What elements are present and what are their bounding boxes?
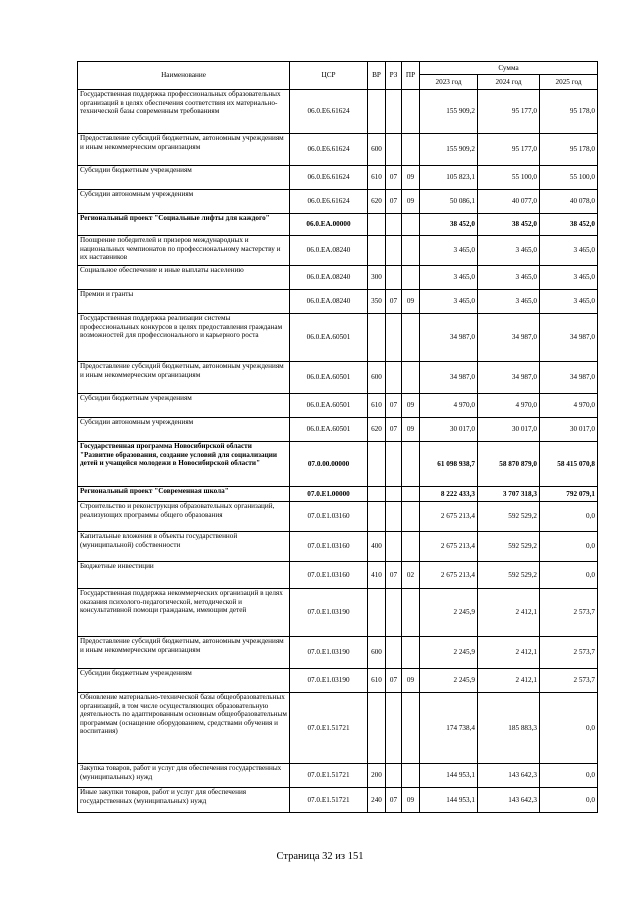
row-value-2023-cell: 155 909,2 [420,90,478,134]
row-value-2023-cell: 174 738,4 [420,693,478,764]
row-value-2024-cell: 2 412,1 [478,637,540,669]
row-value-2024-cell: 30 017,0 [478,418,540,442]
row-csr-cell: 06.0.Е6.61624 [290,190,368,214]
row-csr-cell: 07.0.Е1.03160 [290,502,368,532]
row-vr-cell: 200 [368,764,386,788]
row-value-2024-cell: 38 452,0 [478,214,540,236]
row-value-2024-cell: 34 987,0 [478,314,540,362]
row-pr-cell [402,589,420,637]
row-value-2024-cell: 2 412,1 [478,589,540,637]
row-value-2025-cell: 2 573,7 [540,637,598,669]
row-value-2024-cell: 3 465,0 [478,266,540,290]
row-name-cell: Предоставление субсидий бюджетным, автономным учреждениям и иным некоммерческим организациям [78,362,290,394]
row-vr-cell: 600 [368,362,386,394]
row-vr-cell [368,90,386,134]
row-value-2024-cell: 592 529,2 [478,562,540,589]
row-value-2024-cell: 592 529,2 [478,502,540,532]
row-pr-cell [402,314,420,362]
row-value-2023-cell: 155 909,2 [420,134,478,166]
row-value-2023-cell: 105 823,1 [420,166,478,190]
row-value-2025-cell: 2 573,7 [540,669,598,693]
col-header-csr: ЦСР [290,62,368,90]
row-value-2025-cell: 38 452,0 [540,214,598,236]
table-row [78,214,598,236]
row-rz-cell: 07 [386,418,402,442]
row-pr-cell [402,362,420,394]
row-value-2024-cell: 592 529,2 [478,532,540,562]
row-value-2025-cell: 3 465,0 [540,236,598,266]
row-value-2025-cell: 0,0 [540,532,598,562]
row-pr-cell: 09 [402,394,420,418]
row-value-2025-cell: 95 178,0 [540,90,598,134]
row-name-cell: Социальное обеспечение и иные выплаты населению [78,266,290,290]
row-value-2023-cell: 30 017,0 [420,418,478,442]
row-vr-cell [368,236,386,266]
row-name-cell: Капитальные вложения в объекты государственной (муниципальной) собственности [78,532,290,562]
row-value-2024-cell: 95 177,0 [478,134,540,166]
row-pr-cell [402,90,420,134]
row-vr-cell [368,589,386,637]
row-pr-cell [402,532,420,562]
row-vr-cell: 240 [368,788,386,813]
row-value-2023-cell: 3 465,0 [420,236,478,266]
row-name-cell: Иные закупки товаров, работ и услуг для обеспечения государственных (муниципальных) нужд [78,788,290,813]
row-value-2023-cell: 61 098 938,7 [420,442,478,487]
row-vr-cell: 620 [368,190,386,214]
row-csr-cell: 06.0.ЕА.60501 [290,362,368,394]
row-value-2025-cell: 0,0 [540,788,598,813]
row-value-2025-cell: 2 573,7 [540,589,598,637]
row-value-2023-cell: 2 245,9 [420,669,478,693]
row-csr-cell: 07.0.Е1.51721 [290,693,368,764]
row-value-2025-cell: 4 970,0 [540,394,598,418]
row-value-2024-cell: 40 077,0 [478,190,540,214]
table-row [78,589,598,637]
table-row [78,502,598,532]
row-name-cell: Государственная поддержка реализации системы профессиональных конкурсов в целях предоставления гражданам возможностей для профессионального и карьерного роста [78,314,290,362]
row-name-cell: Строительство и реконструкция образовательных организаций, реализующих программы общего образования [78,502,290,532]
row-value-2023-cell: 144 953,1 [420,788,478,813]
row-csr-cell: 06.0.ЕА.08240 [290,290,368,314]
row-value-2024-cell: 143 642,3 [478,764,540,788]
row-vr-cell: 350 [368,290,386,314]
table-row [78,487,598,502]
row-value-2023-cell: 34 987,0 [420,362,478,394]
row-csr-cell: 07.0.00.00000 [290,442,368,487]
row-value-2023-cell: 2 245,9 [420,637,478,669]
row-rz-cell: 07 [386,788,402,813]
row-value-2025-cell: 55 100,0 [540,166,598,190]
table-row [78,764,598,788]
col-header-year-2025: 2025 год [540,75,598,90]
row-value-2024-cell: 3 707 318,3 [478,487,540,502]
row-rz-cell [386,266,402,290]
row-vr-cell: 600 [368,637,386,669]
row-value-2023-cell: 2 675 213,4 [420,532,478,562]
table-row [78,637,598,669]
row-csr-cell: 07.0.Е1.03190 [290,589,368,637]
row-value-2023-cell: 2 675 213,4 [420,562,478,589]
row-csr-cell: 06.0.Е6.61624 [290,166,368,190]
row-value-2025-cell: 95 178,0 [540,134,598,166]
row-pr-cell [402,266,420,290]
row-name-cell: Обновление материально-технической базы общеобразовательных организаций, в том числе осуществляющих образовательную деятельность по адаптированным основным общеобразовательным программам (оснащение оборудованием, средствами обучения и воспитания) [78,693,290,764]
col-header-pr: ПР [402,62,420,90]
row-pr-cell: 09 [402,166,420,190]
row-value-2025-cell: 3 465,0 [540,266,598,290]
row-csr-cell: 07.0.Е1.51721 [290,788,368,813]
row-rz-cell [386,637,402,669]
row-value-2025-cell: 792 079,1 [540,487,598,502]
table-row [78,134,598,166]
row-name-cell: Субсидии автономным учреждениям [78,418,290,442]
row-value-2023-cell: 50 086,1 [420,190,478,214]
row-rz-cell [386,693,402,764]
row-value-2023-cell: 34 987,0 [420,314,478,362]
row-csr-cell: 06.0.Е6.61624 [290,134,368,166]
row-csr-cell: 07.0.Е1.03190 [290,669,368,693]
row-rz-cell [386,487,402,502]
row-rz-cell [386,314,402,362]
row-value-2023-cell: 38 452,0 [420,214,478,236]
row-name-cell: Субсидии бюджетным учреждениям [78,669,290,693]
row-rz-cell: 07 [386,669,402,693]
row-value-2025-cell: 30 017,0 [540,418,598,442]
col-header-year-2023: 2023 год [420,75,478,90]
table-row [78,788,598,813]
row-pr-cell: 09 [402,669,420,693]
row-csr-cell: 07.0.Е1.51721 [290,764,368,788]
row-csr-cell: 06.0.Е6.61624 [290,90,368,134]
row-value-2025-cell: 0,0 [540,562,598,589]
row-csr-cell: 07.0.Е1.03160 [290,532,368,562]
header-row-top [78,62,598,75]
col-header-rz: РЗ [386,62,402,90]
row-value-2024-cell: 55 100,0 [478,166,540,190]
row-rz-cell: 07 [386,190,402,214]
row-value-2023-cell: 8 222 433,3 [420,487,478,502]
row-value-2024-cell: 34 987,0 [478,362,540,394]
row-vr-cell: 610 [368,669,386,693]
budget-table-container [77,61,597,813]
row-name-cell: Предоставление субсидий бюджетным, автономным учреждениям и иным некоммерческим организациям [78,637,290,669]
row-vr-cell: 600 [368,134,386,166]
row-name-cell: Государственная поддержка некоммерческих организаций в целях оказания психолого-педагогической, методической и консультативной помощи гражданам, имеющим детей [78,589,290,637]
col-header-vr: ВР [368,62,386,90]
row-rz-cell [386,134,402,166]
row-pr-cell [402,502,420,532]
row-pr-cell: 09 [402,290,420,314]
row-value-2025-cell: 3 465,0 [540,290,598,314]
row-name-cell: Региональный проект "Социальные лифты для каждого" [78,214,290,236]
table-row [78,314,598,362]
row-csr-cell: 07.0.Е1.03160 [290,562,368,589]
row-name-cell: Региональный проект "Современная школа" [78,487,290,502]
row-value-2024-cell: 3 465,0 [478,290,540,314]
row-pr-cell [402,693,420,764]
row-rz-cell [386,362,402,394]
table-row [78,693,598,764]
row-value-2023-cell: 4 970,0 [420,394,478,418]
row-rz-cell [386,589,402,637]
row-pr-cell: 09 [402,788,420,813]
row-pr-cell [402,236,420,266]
row-csr-cell: 06.0.ЕА.60501 [290,418,368,442]
row-pr-cell [402,764,420,788]
table-row [78,562,598,589]
row-value-2025-cell: 34 987,0 [540,314,598,362]
row-vr-cell [368,442,386,487]
row-name-cell: Субсидии автономным учреждениям [78,190,290,214]
row-csr-cell: 07.0.Е1.00000 [290,487,368,502]
row-pr-cell: 09 [402,190,420,214]
col-header-sum: Сумма [420,62,598,75]
row-rz-cell: 07 [386,562,402,589]
col-header-name: Наименование [78,62,290,90]
row-pr-cell: 02 [402,562,420,589]
row-rz-cell: 07 [386,290,402,314]
row-value-2023-cell: 2 245,9 [420,589,478,637]
row-csr-cell: 06.0.ЕА.60501 [290,314,368,362]
row-csr-cell: 06.0.ЕА.00000 [290,214,368,236]
row-value-2024-cell: 2 412,1 [478,669,540,693]
row-pr-cell [402,134,420,166]
table-row [78,669,598,693]
table-row [78,394,598,418]
row-rz-cell [386,532,402,562]
table-body [78,90,598,813]
row-value-2024-cell: 58 870 879,0 [478,442,540,487]
row-value-2025-cell: 0,0 [540,693,598,764]
row-name-cell: Премии и гранты [78,290,290,314]
row-csr-cell: 06.0.ЕА.08240 [290,236,368,266]
table-row [78,362,598,394]
row-vr-cell [368,502,386,532]
row-pr-cell: 09 [402,418,420,442]
row-rz-cell [386,442,402,487]
row-pr-cell [402,214,420,236]
row-value-2025-cell: 0,0 [540,502,598,532]
row-vr-cell: 610 [368,394,386,418]
page-number: Страница 32 из 151 [276,851,364,862]
table-row [78,90,598,134]
row-rz-cell [386,90,402,134]
row-name-cell: Государственная программа Новосибирской области "Развитие образования, создание условий для социализации детей и учащейся молодежи в Новосибирской области" [78,442,290,487]
table-row [78,290,598,314]
row-rz-cell [386,502,402,532]
row-value-2025-cell: 0,0 [540,764,598,788]
table-row [78,166,598,190]
row-vr-cell [368,693,386,764]
table-row [78,236,598,266]
row-csr-cell: 06.0.ЕА.08240 [290,266,368,290]
row-value-2025-cell: 58 415 070,8 [540,442,598,487]
row-rz-cell [386,236,402,266]
row-vr-cell: 610 [368,166,386,190]
row-value-2024-cell: 4 970,0 [478,394,540,418]
table-row [78,418,598,442]
row-vr-cell [368,314,386,362]
row-name-cell: Субсидии бюджетным учреждениям [78,394,290,418]
row-rz-cell [386,214,402,236]
row-vr-cell [368,487,386,502]
row-vr-cell: 620 [368,418,386,442]
row-value-2023-cell: 3 465,0 [420,290,478,314]
row-pr-cell [402,442,420,487]
table-row [78,266,598,290]
row-rz-cell: 07 [386,394,402,418]
row-pr-cell [402,487,420,502]
row-vr-cell: 400 [368,532,386,562]
row-value-2024-cell: 185 883,3 [478,693,540,764]
row-value-2025-cell: 34 987,0 [540,362,598,394]
row-value-2023-cell: 3 465,0 [420,266,478,290]
row-value-2023-cell: 144 953,1 [420,764,478,788]
row-value-2024-cell: 95 177,0 [478,90,540,134]
row-name-cell: Субсидии бюджетным учреждениям [78,166,290,190]
row-vr-cell: 300 [368,266,386,290]
row-vr-cell [368,214,386,236]
row-name-cell: Предоставление субсидий бюджетным, автономным учреждениям и иным некоммерческим организациям [78,134,290,166]
row-name-cell: Поощрение победителей и призеров международных и национальных чемпионатов по профессиональному мастерству и их наставников [78,236,290,266]
row-value-2024-cell: 3 465,0 [478,236,540,266]
row-name-cell: Закупка товаров, работ и услуг для обеспечения государственных (муниципальных) нужд [78,764,290,788]
row-name-cell: Государственная поддержка профессиональных образовательных организаций в целях обеспечения соответствия их материально-технической базы современным требованиям [78,90,290,134]
table-row [78,190,598,214]
table-row [78,442,598,487]
row-rz-cell: 07 [386,166,402,190]
row-pr-cell [402,637,420,669]
row-vr-cell: 410 [368,562,386,589]
row-csr-cell: 07.0.Е1.03190 [290,637,368,669]
row-rz-cell [386,764,402,788]
row-name-cell: Бюджетные инвестиции [78,562,290,589]
table-row [78,532,598,562]
row-value-2023-cell: 2 675 213,4 [420,502,478,532]
col-header-year-2024: 2024 год [478,75,540,90]
row-value-2024-cell: 143 642,3 [478,788,540,813]
row-csr-cell: 06.0.ЕА.60501 [290,394,368,418]
budget-table [77,61,598,813]
row-value-2025-cell: 40 078,0 [540,190,598,214]
